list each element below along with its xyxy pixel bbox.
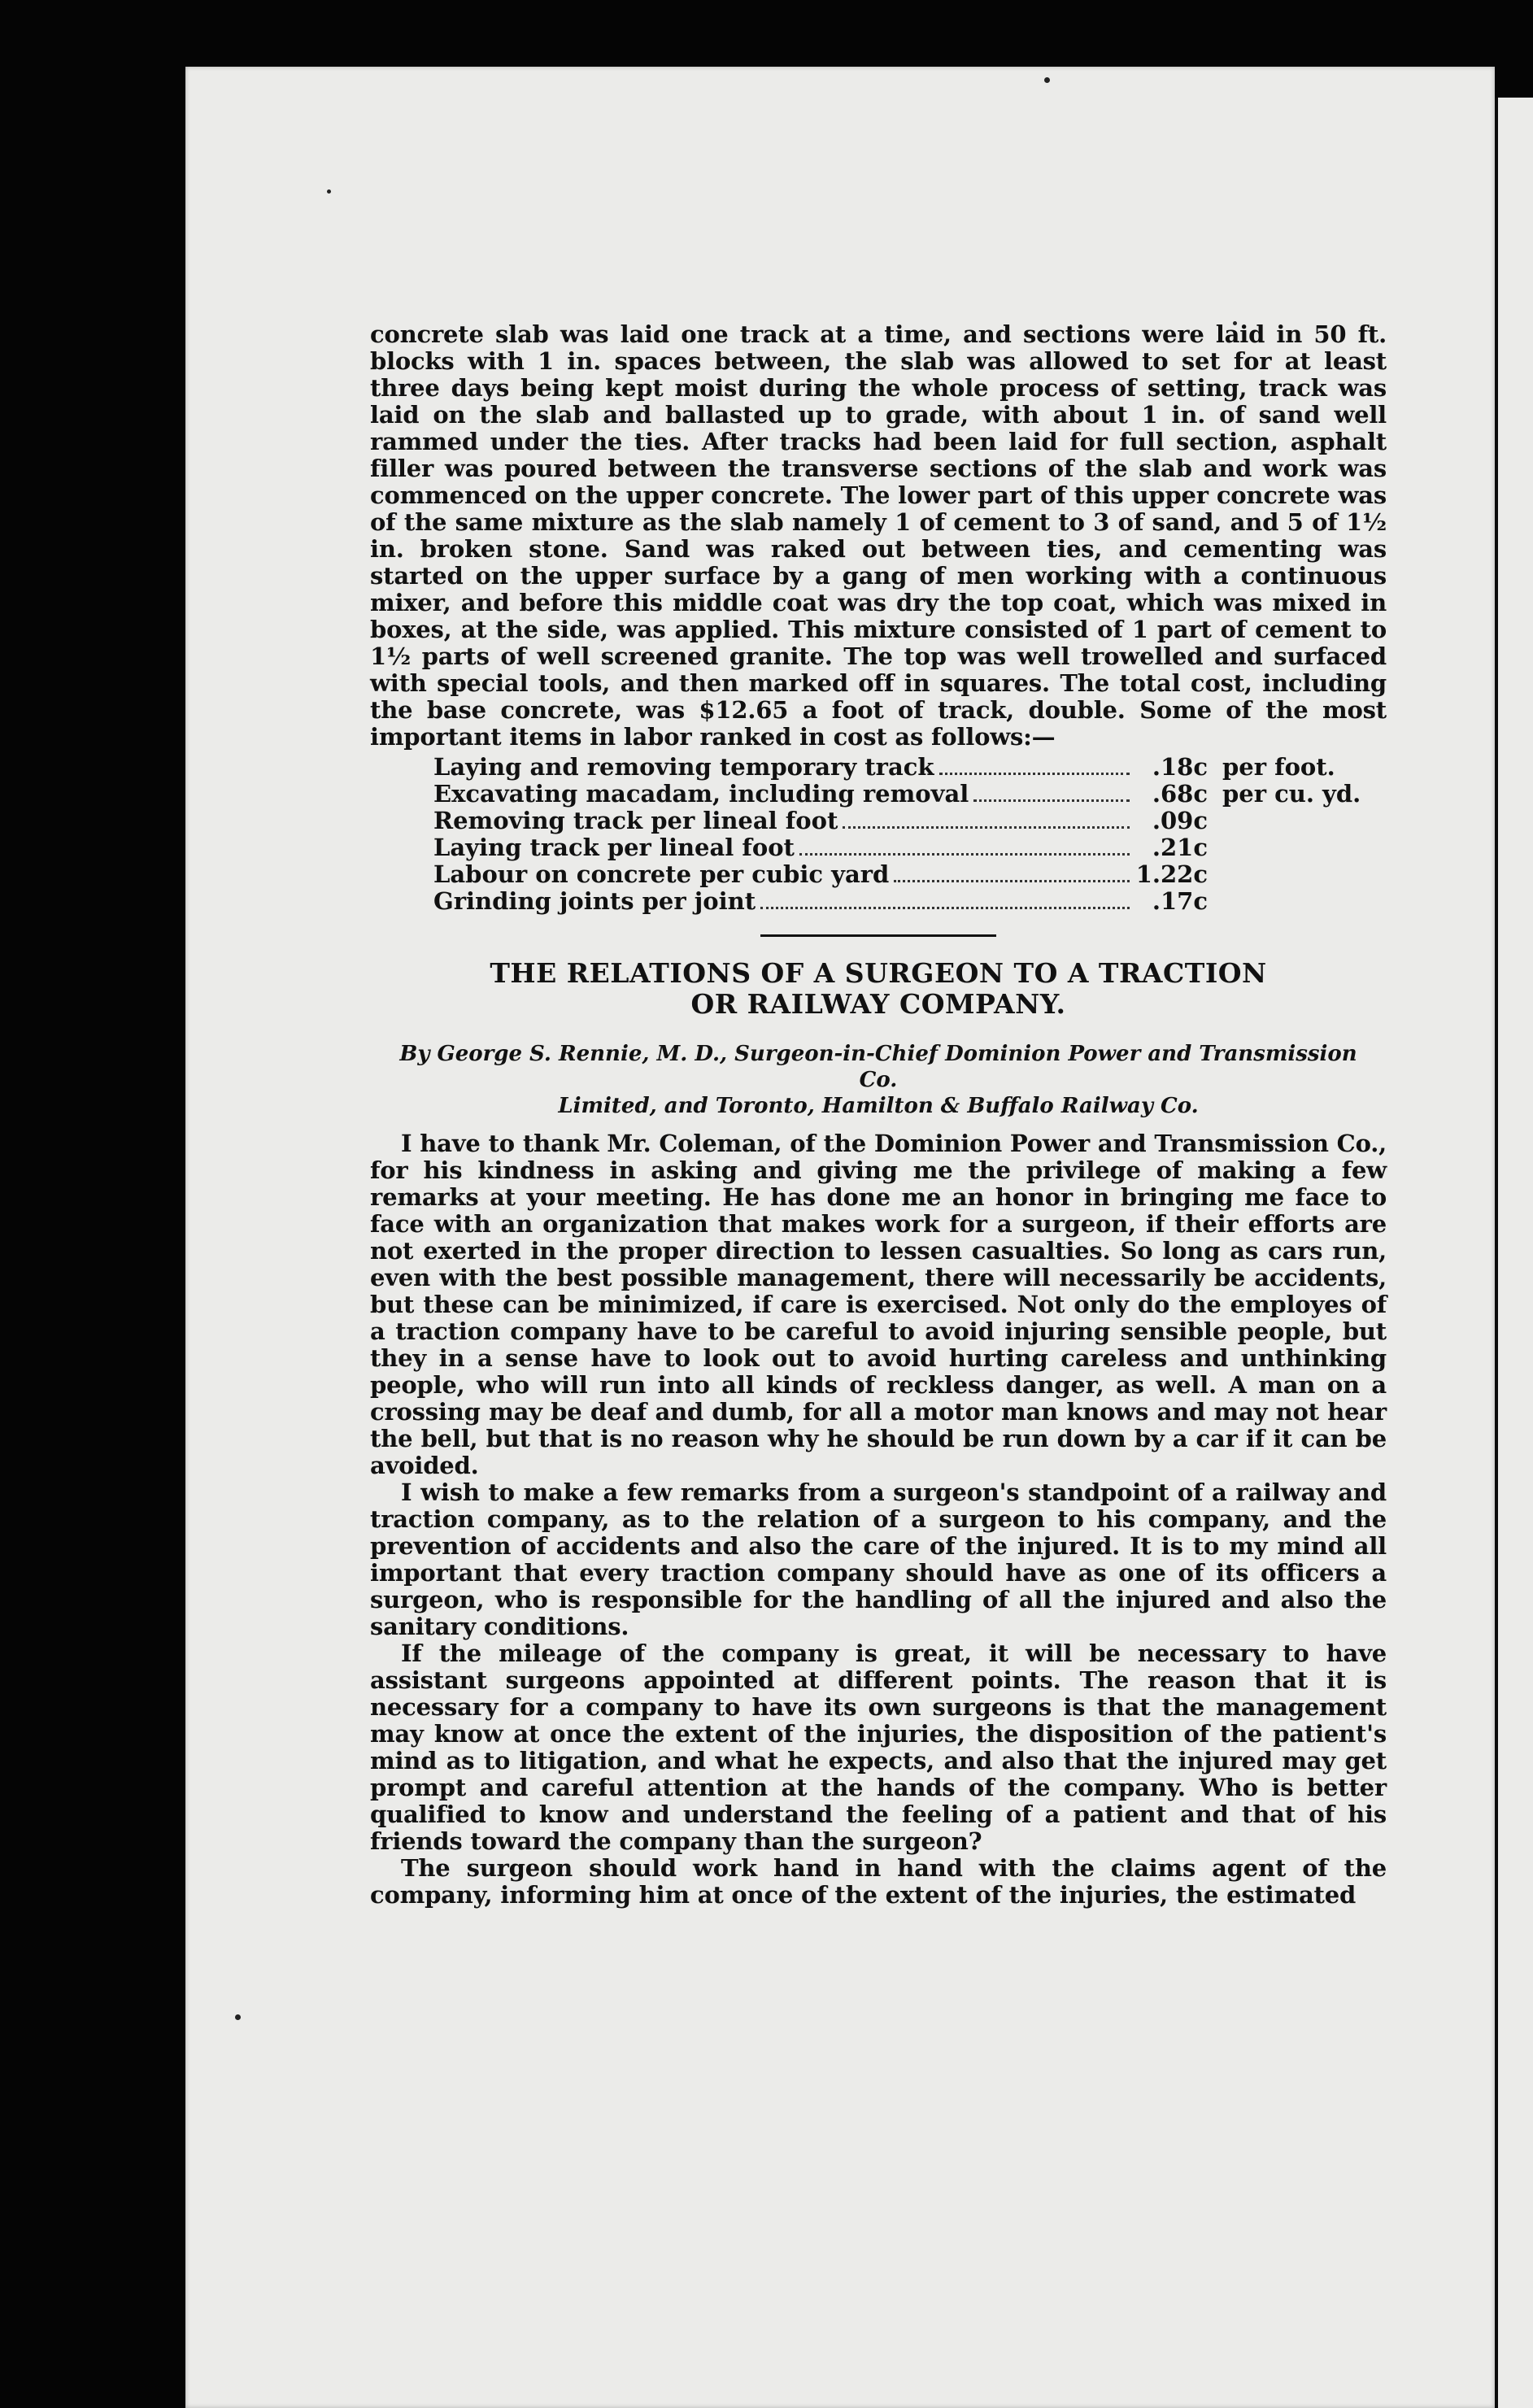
article-title-line: OR RAILWAY COMPANY.: [690, 988, 1066, 1020]
cost-value: .21c: [1152, 834, 1208, 861]
leader-dots: [894, 880, 1130, 882]
cost-row: [433, 834, 1377, 861]
article-paragraph: I have to thank Mr. Coleman, of the Dominion Power and Transmission Co., for his kindness in asking and giving me the privilege of making a few remarks at your meeting. He has done me an honor in bringing me face to face with an organization that makes work for a surgeon, if their efforts are not exerted in the proper direction to lessen casualties. So long as cars run, even with the best possible management, there will necessarily be accidents, but these can be minimized, if care is exercised. Not only do the employes of a traction company have to be careful to avoid injuring sensible people, but they in a sense have to look out to avoid hurting careless and unthinking people, who will run into all kinds of reckless danger, as well. A man on a crossing may be deaf and dumb, for all a motor man knows and may not hear the bell, but that is no reason why he should be run down by a car if it can be avoided.: [370, 1130, 1387, 1479]
cost-unit: per cu. yd.: [1222, 780, 1361, 808]
cost-label: Laying and removing temporary track: [433, 753, 934, 781]
article-title: [370, 958, 1387, 1020]
cost-unit: per foot.: [1222, 753, 1335, 781]
leader-dots: [760, 907, 1130, 909]
cost-value: .09c: [1152, 807, 1208, 834]
cost-label: Laying track per lineal foot: [433, 834, 795, 861]
scan-speck: [235, 2014, 241, 2020]
cost-value: .68c: [1152, 780, 1208, 808]
article-paragraph: I wish to make a few remarks from a surgeon's standpoint of a railway and traction company, as to the relation of a surgeon to his company, and the prevention of accidents and also the care of the injured. It is to my mind all important that every traction company should have as one of its officers a surgeon, who is responsible for the handling of all the injured and also the sanitary conditions.: [370, 1478, 1387, 1640]
section-divider: [760, 934, 996, 937]
article-paragraph: If the mileage of the company is great, it will be necessary to have assistant surgeons appointed at different points. The reason that it is necessary for a company to have its own surgeons is that the management may know at once the extent of the injuries, the disposition of the patient's mind as to litigation, and what he expects, and also that the injured may get prompt and careful attention at the hands of the company. Who is better qualified to know and understand the feeling of a patient and that of his friends toward the company than the surgeon?: [370, 1639, 1387, 1855]
cost-row: [433, 754, 1377, 781]
article-paragraph: The surgeon should work hand in hand with the claims agent of the company, informing him at once of the extent of the injuries, the estimated: [370, 1854, 1387, 1909]
leader-dots: [973, 799, 1130, 802]
document-body: [370, 321, 1387, 1909]
cost-row: [433, 781, 1377, 808]
cost-row: [433, 888, 1377, 915]
leader-dots: [843, 826, 1130, 829]
byline-line: By George S. Rennie, M. D., Surgeon-in-Chief Dominion Power and Transmission Co.: [399, 1042, 1357, 1092]
leader-dots: [939, 773, 1130, 775]
scan-speck: [327, 189, 331, 194]
cost-label: Labour on concrete per cubic yard: [433, 860, 890, 888]
article-title-line: THE RELATIONS OF A SURGEON TO A TRACTION: [490, 957, 1267, 989]
article-byline: [370, 1041, 1387, 1119]
cost-value: 1.22c: [1135, 860, 1208, 888]
cost-value: .17c: [1152, 887, 1208, 915]
adjacent-page-edge: [1495, 98, 1533, 2408]
byline-line: Limited, and Toronto, Hamilton & Buffalo Railway Co.: [558, 1094, 1199, 1118]
intro-paragraph: concrete slab was laid one track at a time, and sections were laid in 50 ft. blocks with 1 in. spaces between, the slab was allowed to set for at least three days being kept moist during the whole process of setting, track was laid on the slab and ballasted up to grade, with about 1 in. of sand well rammed under the ties. After tracks had been laid for full section, asphalt filler was poured between the transverse sections of the slab and work was commenced on the upper concrete. The lower part of this upper concrete was of the same mixture as the slab namely 1 of cement to 3 of sand, and 5 of 1½ in. broken stone. Sand was raked out between ties, and cementing was started on the upper surface by a gang of men working with a continuous mixer, and before this middle coat was dry the top coat, which was mixed in boxes, at the side, was applied. This mixture consisted of 1 part of cement to 1½ parts of well screened granite. The top was well trowelled and surfaced with special tools, and then marked off in squares. The total cost, including the base concrete, was $12.65 a foot of track, double. Some of the most important items in labor ranked in cost as follows:—: [370, 320, 1387, 751]
cost-table: [433, 754, 1377, 915]
cost-value: .18c: [1152, 753, 1208, 781]
scan-speck: [1044, 77, 1050, 83]
cost-label: Excavating macadam, including removal: [433, 780, 969, 808]
cost-label: Grinding joints per joint: [433, 887, 756, 915]
cost-label: Removing track per lineal foot: [433, 807, 838, 834]
cost-row: [433, 861, 1377, 888]
cost-row: [433, 808, 1377, 834]
leader-dots: [799, 853, 1130, 856]
